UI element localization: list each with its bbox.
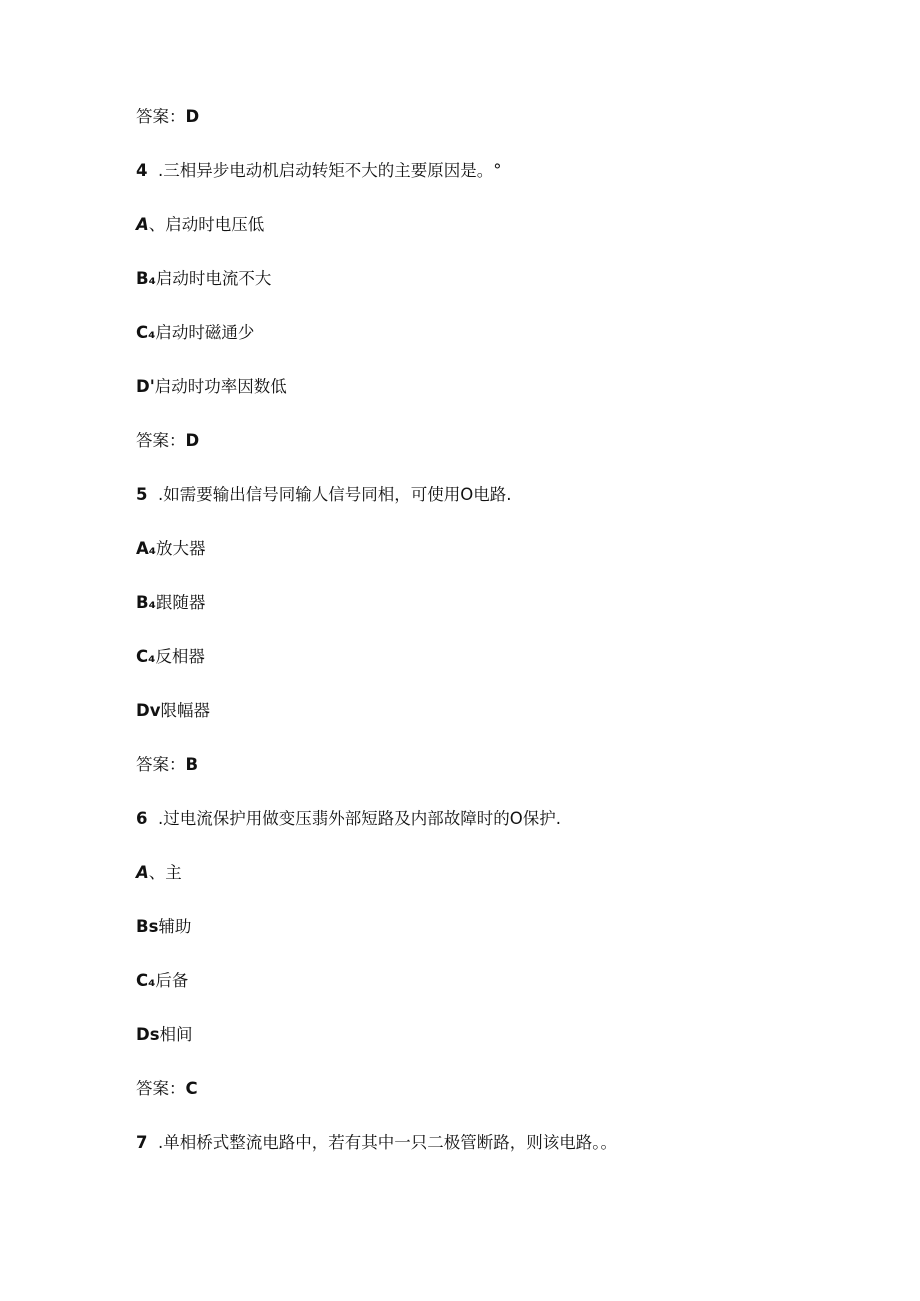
answer-label: 答案： xyxy=(136,755,186,774)
answer-line xyxy=(136,106,199,128)
question-text: .如需要输出信号同输人信号同相，可使用O电路. xyxy=(158,485,512,504)
answer-label: 答案： xyxy=(136,1079,186,1098)
answer-line xyxy=(136,430,199,452)
question-number: 4 xyxy=(136,161,148,180)
option-a xyxy=(136,214,264,236)
option-c xyxy=(136,322,254,344)
option-text: 放大器 xyxy=(156,539,206,558)
option-c xyxy=(136,646,205,668)
option-label: D' xyxy=(136,377,155,396)
option-b xyxy=(136,592,205,614)
option-text: 后备 xyxy=(155,971,189,990)
option-d xyxy=(136,1024,193,1046)
option-label: A xyxy=(136,863,149,882)
option-d xyxy=(136,700,210,722)
option-text: 辅助 xyxy=(158,917,192,936)
option-d xyxy=(136,376,287,398)
option-text: 启动时电流不大 xyxy=(155,269,272,288)
question-7 xyxy=(136,1132,617,1154)
option-label: C₄ xyxy=(136,647,156,666)
option-text: 反相器 xyxy=(155,647,205,666)
answer-value: B xyxy=(185,755,199,774)
option-label: Ds xyxy=(136,1025,160,1044)
answer-line xyxy=(136,754,198,776)
option-label: Dv xyxy=(136,701,161,720)
answer-label: 答案： xyxy=(136,107,186,126)
option-label: A₄ xyxy=(136,539,156,558)
option-a xyxy=(136,862,182,884)
option-text: 启动时功率因数低 xyxy=(154,377,287,396)
option-text: 跟随器 xyxy=(155,593,206,612)
option-c xyxy=(136,970,188,992)
question-number: 6 xyxy=(136,809,148,828)
answer-line xyxy=(136,1078,198,1100)
option-text: 限幅器 xyxy=(160,701,210,720)
option-a xyxy=(136,538,206,560)
option-text: 、主 xyxy=(148,863,182,882)
answer-value: D xyxy=(185,107,200,126)
answer-label: 答案： xyxy=(136,431,186,450)
option-label: B₄ xyxy=(136,269,156,288)
option-text: 启动时磁通少 xyxy=(155,323,255,342)
question-4 xyxy=(136,160,502,182)
question-text: .单相桥式整流电路中，若有其中一只二极管断路，则该电路。。 xyxy=(158,1133,617,1152)
option-label: B₄ xyxy=(136,593,156,612)
question-6 xyxy=(136,808,561,830)
option-text: 相间 xyxy=(159,1025,193,1044)
option-label: Bs xyxy=(136,917,159,936)
question-text: .三相异步电动机启动转矩不大的主要原因是。° xyxy=(158,161,502,180)
option-text: 、启动时电压低 xyxy=(148,215,265,234)
answer-value: C xyxy=(185,1079,198,1098)
option-label: C₄ xyxy=(136,971,156,990)
option-label: C₄ xyxy=(136,323,156,342)
question-number: 5 xyxy=(136,485,148,504)
question-number: 7 xyxy=(136,1133,148,1152)
option-b xyxy=(136,916,191,938)
option-b xyxy=(136,268,271,290)
question-5 xyxy=(136,484,511,506)
option-label: A xyxy=(136,215,149,234)
question-text: .过电流保护用做变压翡外部短路及内部故障时的O保护. xyxy=(158,809,561,828)
answer-value: D xyxy=(185,431,200,450)
